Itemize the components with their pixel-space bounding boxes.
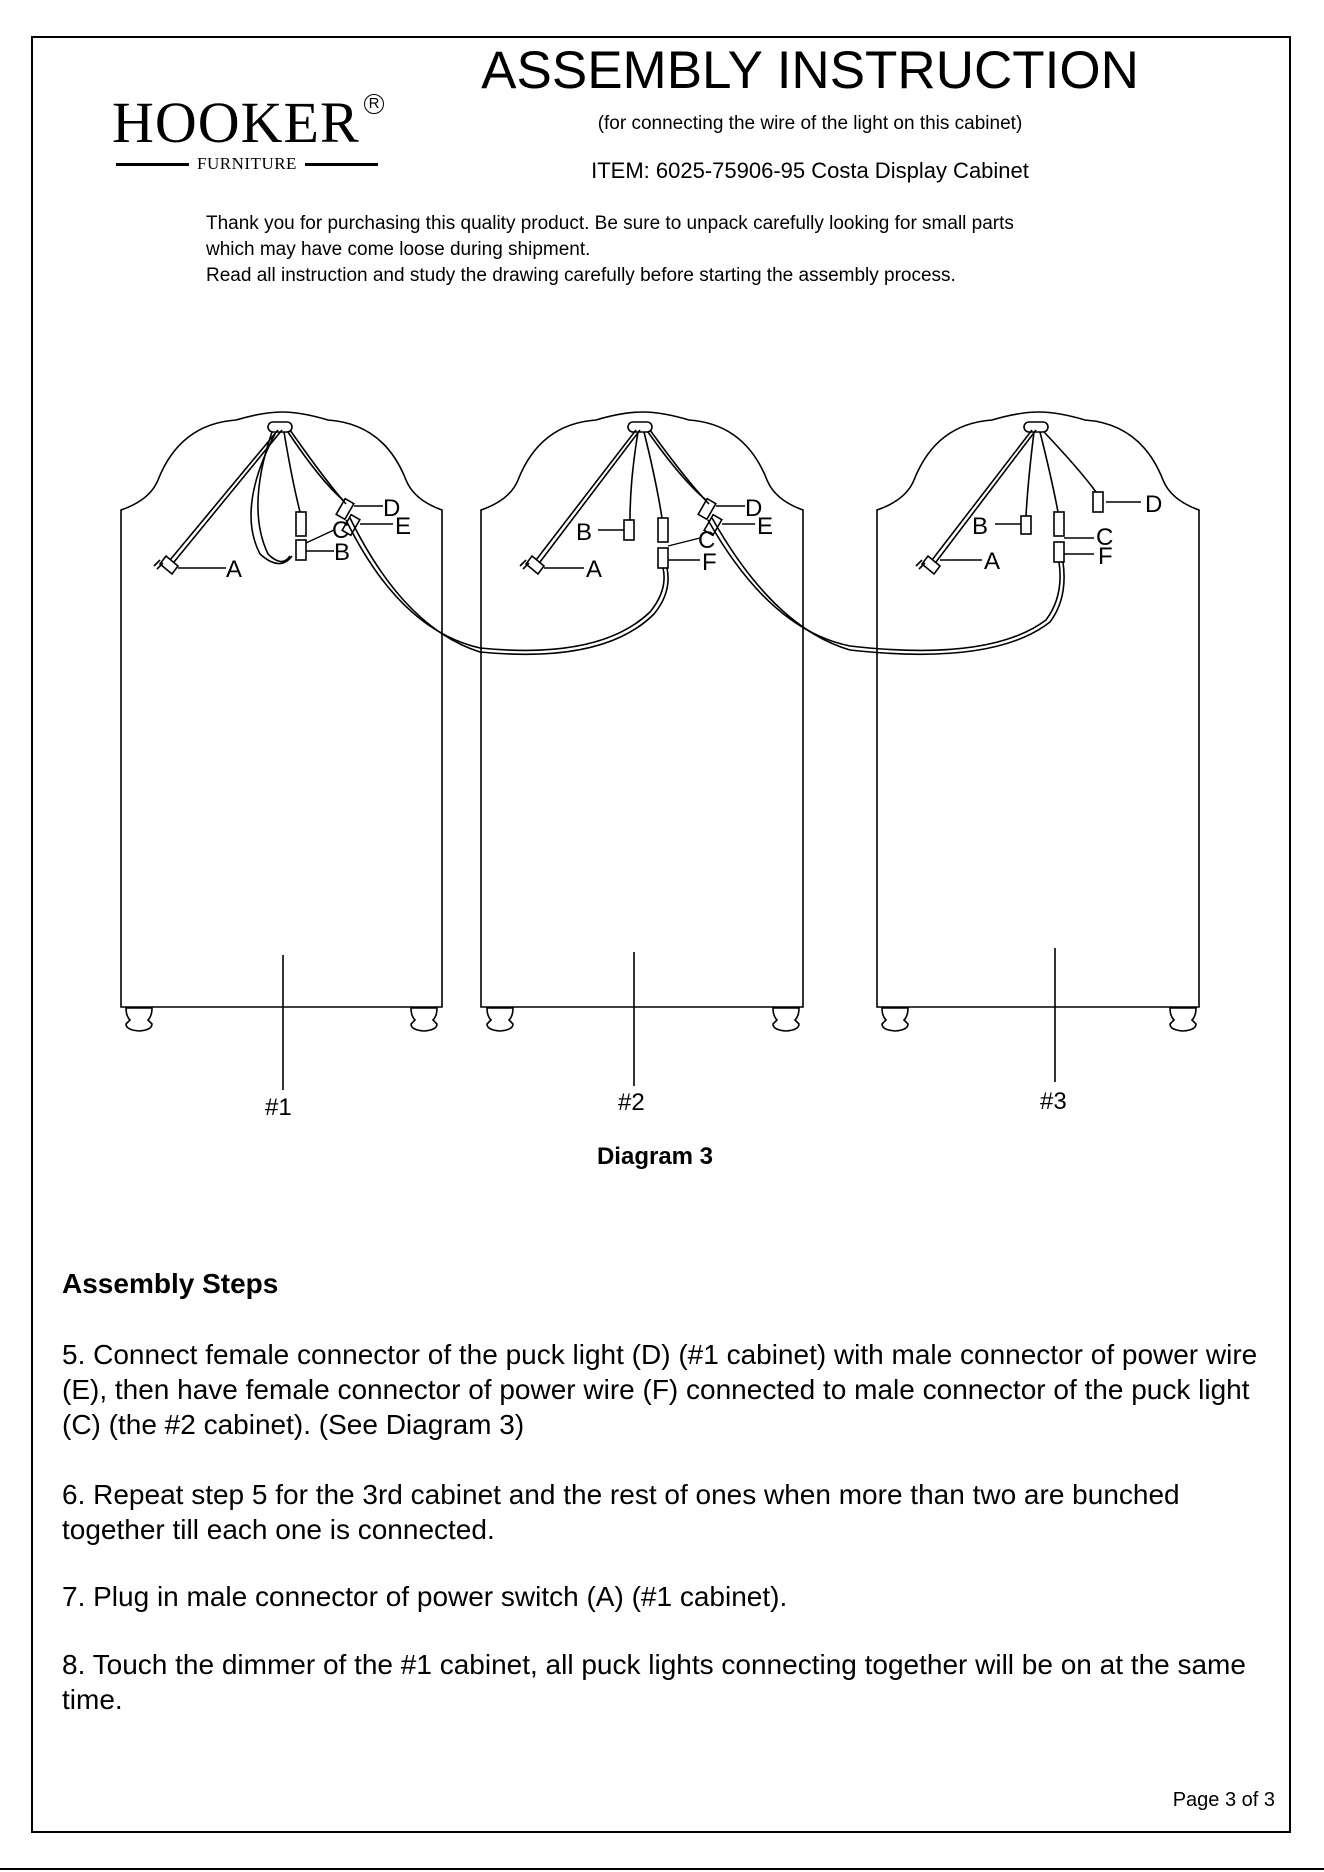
puck-light-housing	[268, 422, 292, 432]
plug-a	[160, 556, 178, 574]
connector-b	[1021, 516, 1031, 534]
cabinet-1	[121, 412, 442, 1121]
intro-line: Read all instruction and study the drawing carefully before starting the assembly process.	[206, 265, 956, 286]
label-c: C	[1096, 524, 1114, 551]
registered-mark: R	[364, 94, 384, 114]
brand-sub: FURNITURE	[197, 154, 297, 173]
connector-f	[658, 548, 668, 568]
connector-c	[1054, 512, 1064, 536]
cabinet-2	[481, 412, 803, 1116]
cabinet-foot-left	[487, 1008, 513, 1031]
label-f: F	[1098, 543, 1113, 570]
cabinet-foot-left	[882, 1008, 908, 1031]
intro-line: which may have come loose during shipment.	[206, 239, 591, 260]
wire-d	[290, 430, 346, 504]
wire-loop	[251, 432, 292, 564]
wire-d	[650, 430, 709, 504]
cabinet-foot-left	[126, 1008, 152, 1031]
label-e: E	[395, 513, 412, 540]
cabinet-number: #3	[1040, 1088, 1067, 1115]
cabinet-foot-right	[411, 1008, 437, 1031]
brand-name: HOOKER	[112, 90, 360, 155]
label-e: E	[757, 513, 774, 540]
diagram-caption: Diagram 3	[596, 1143, 714, 1170]
plug-a	[922, 556, 940, 574]
assembly-step-5: 5. Connect female connector of the puck light (D) (#1 cabinet) with male connector of power wire (E), then have female connector of power wire (F) connected to male connector of the puck light (C) (the #2 cabinet). (See Diagram 3)	[62, 1339, 1258, 1440]
label-b: B	[334, 539, 351, 566]
connector-c	[658, 518, 668, 542]
page-number: Page 3 of 3	[1172, 1789, 1275, 1811]
steps-heading: Assembly Steps	[62, 1268, 279, 1299]
connector-c	[296, 512, 306, 536]
connector-b	[624, 520, 634, 540]
power-cord	[932, 430, 1032, 560]
connector-d	[1093, 492, 1103, 512]
assembly-step-6: 6. Repeat step 5 for the 3rd cabinet and the rest of ones when more than two are bunched together till each one is connected.	[62, 1479, 1180, 1545]
assembly-step-7: 7. Plug in male connector of power switch (A) (#1 cabinet).	[62, 1581, 788, 1612]
label-a: A	[226, 556, 243, 583]
plug-a	[526, 556, 544, 574]
label-a: A	[984, 548, 1001, 575]
wire-c	[284, 432, 300, 512]
assembly-step-8: 8. Touch the dimmer of the #1 cabinet, all puck lights connecting together will be on at the same time.	[62, 1649, 1246, 1715]
label-c: C	[698, 527, 716, 554]
cabinet-foot-right	[773, 1008, 799, 1031]
cabinet-number: #2	[618, 1089, 645, 1116]
wire-b	[630, 432, 638, 520]
document-subtitle: (for connecting the wire of the light on this cabinet)	[597, 113, 1023, 134]
label-d: D	[745, 495, 763, 522]
cabinet-3	[877, 412, 1199, 1115]
label-b: B	[972, 513, 989, 540]
connector-f	[1054, 542, 1064, 562]
label-d: D	[1145, 491, 1163, 518]
power-cord	[936, 430, 1036, 562]
label-b: B	[576, 519, 593, 546]
document-title: ASSEMBLY INSTRUCTION	[481, 41, 1139, 100]
page-bottom-rule	[0, 1868, 1324, 1870]
power-cord	[170, 430, 278, 560]
connector-b	[296, 540, 306, 560]
label-f: F	[702, 549, 717, 576]
label-c: C	[332, 517, 350, 544]
cabinet-number: #1	[265, 1094, 292, 1121]
label-a: A	[586, 556, 603, 583]
wire-c	[644, 432, 662, 518]
label-d: D	[383, 495, 401, 522]
item-number: ITEM: 6025-75906-95 Costa Display Cabinet	[591, 158, 1029, 183]
intro-line: Thank you for purchasing this quality product. Be sure to unpack carefully looking for small parts	[206, 213, 1014, 234]
wire-b	[1026, 432, 1034, 516]
power-wire-1-to-2	[346, 520, 664, 650]
wire-loop	[258, 432, 290, 562]
cabinet-foot-right	[1170, 1008, 1196, 1031]
